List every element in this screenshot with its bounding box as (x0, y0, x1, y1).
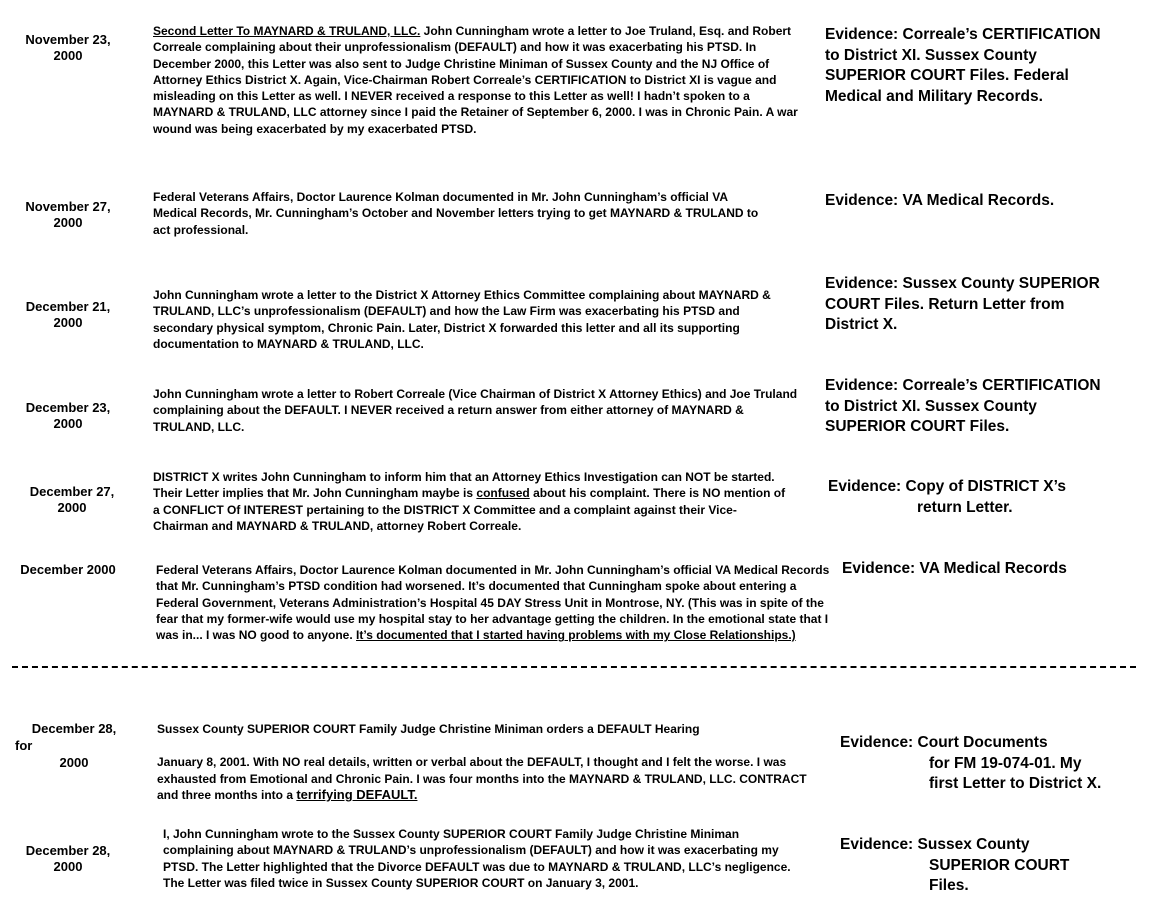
entry-evidence: Evidence: Court Documents for FM 19-074-01. My first Letter to District X. (840, 734, 1102, 792)
for-label: for (15, 738, 33, 753)
entry-description: Federal Veterans Affairs, Doctor Laurence Kolman documented in Mr. John Cunningham’s official VA Medical Records, Mr. Cunningham’s October and November letters trying to get MAYNARD & TRULAND to act professional. (153, 190, 759, 237)
entry-date: December 2000 (20, 562, 116, 577)
entry-evidence: Evidence: Correale’s CERTIFICATION to District XI. Sussex County SUPERIOR COURT Files. (825, 377, 1101, 435)
entry-evidence: Evidence: Sussex County SUPERIOR COURT Files. Return Letter from District X. (825, 275, 1100, 333)
entry-date: December 21, 2000 (25, 299, 111, 330)
entry-evidence: Evidence: Copy of DISTRICT X’s return Letter. (828, 478, 1066, 516)
entry-evidence: Evidence: Correale’s CERTIFICATION to District XI. Sussex County SUPERIOR COURT Files. Federal Medical and Military Records. (825, 26, 1101, 105)
dashed-divider (12, 666, 1136, 668)
entry-heading: Second Letter To MAYNARD & TRULAND, LLC. (153, 24, 421, 38)
entry-description: Federal Veterans Affairs, Doctor Laurence Kolman documented in Mr. John Cunningham’s official VA Medical Records that Mr. Cunningham’s PTSD condition had worsened. It’s documented that Cunningham spoke about entering a Federal Government, Veterans Administration’s Hospital 45 DAY Stress Unit in Montrose, NY. (This was in spite of the fear that my former-wife would use my hospital stay to her advantage getting the children. In the emotional state that I was in... I was NO good to anyone. It’s documented that I started having problems with my Close Relationships.) (156, 563, 830, 643)
entry-date: December 28, (31, 721, 117, 736)
entry-description: I, John Cunningham wrote to the Sussex County SUPERIOR COURT Family Judge Christine Miniman complaining about MAYNARD & TRULAND’s unprofessionalism (DEFAULT) and how it was exacerbating my PTSD. The Letter highlighted that the Divorce DEFAULT was due to MAYNARD & TRULAND, LLC’s negligence. The Letter was filed twice in Sussex County SUPERIOR COURT on January 3, 2001. (163, 827, 791, 890)
entry-evidence: Evidence: VA Medical Records (842, 560, 1067, 577)
entry-description: Second Letter To MAYNARD & TRULAND, LLC. John Cunningham wrote a letter to Joe Truland, Esq. and Robert Correale complaining about their unprofessionalism (DEFAULT) and how it was exacerbating his PTSD. In December 2000, this Letter was also sent to Judge Christine Miniman of Sussex County and the NJ Office of Attorney Ethics District X. Again, Vice-Chairman Robert Correale’s CERTIFICATION to District XI is vague and misleading on this Letter as well. I NEVER received a response to this Letter as well! I hadn’t spoken to a MAYNARD & TRULAND, LLC attorney since I paid the Retainer of September 6, 2000. I was in Chronic Pain. A war wound was being exacerbated by my exacerbated PTSD. (153, 24, 798, 136)
entry-description: John Cunningham wrote a letter to Robert Correale (Vice Chairman of District X Attorney Ethics) and Joe Truland complaining about the DEFAULT. I NEVER received a return answer from either attorney of MAYNARD & TRULAND, LLC. (153, 387, 798, 434)
entry-date: December 23, 2000 (25, 400, 111, 431)
entry-evidence: Evidence: VA Medical Records. (825, 192, 1055, 209)
entry-date: November 27, 2000 (25, 199, 111, 230)
entry-date: December 27, 2000 (29, 484, 115, 515)
entry-evidence: Evidence: Sussex County SUPERIOR COURT Files. (840, 836, 1070, 894)
entry-description: Sussex County SUPERIOR COURT Family Judge Christine Miniman orders a DEFAULT Hearing January 8, 2001. With NO real details, written or verbal about the DEFAULT, I thought and I felt the worse. I was exhausted from Emotional and Chronic Pain. I was four months into the MAYNARD & TRULAND, LLC. CONTRACT and three months into a terrifying DEFAULT. (157, 722, 807, 802)
entry-date: December 28, 2000 (25, 843, 111, 874)
entry-description: John Cunningham wrote a letter to the District X Attorney Ethics Committee complaining about MAYNARD & TRULAND, LLC’s unprofessionalism (DEFAULT) and how the Law Firm was exacerbating his PTSD and secondary physical symptom, Chronic Pain. Later, District X forwarded this letter and all its supporting documentation to MAYNARD & TRULAND, LLC. (153, 288, 771, 351)
entry-description: DISTRICT X writes John Cunningham to inform him that an Attorney Ethics Investigation can NOT be started. Their Letter implies that Mr. John Cunningham maybe is confused about his complaint. There is NO mention of a CONFLICT Of INTEREST pertaining to the DISTRICT X Committee and a complaint against their Vice-Chairman and MAYNARD & TRULAND, attorney Robert Correale. (153, 470, 786, 533)
entry-date: November 23, 2000 (25, 32, 111, 63)
entry-date-year: 2000 (59, 755, 89, 770)
